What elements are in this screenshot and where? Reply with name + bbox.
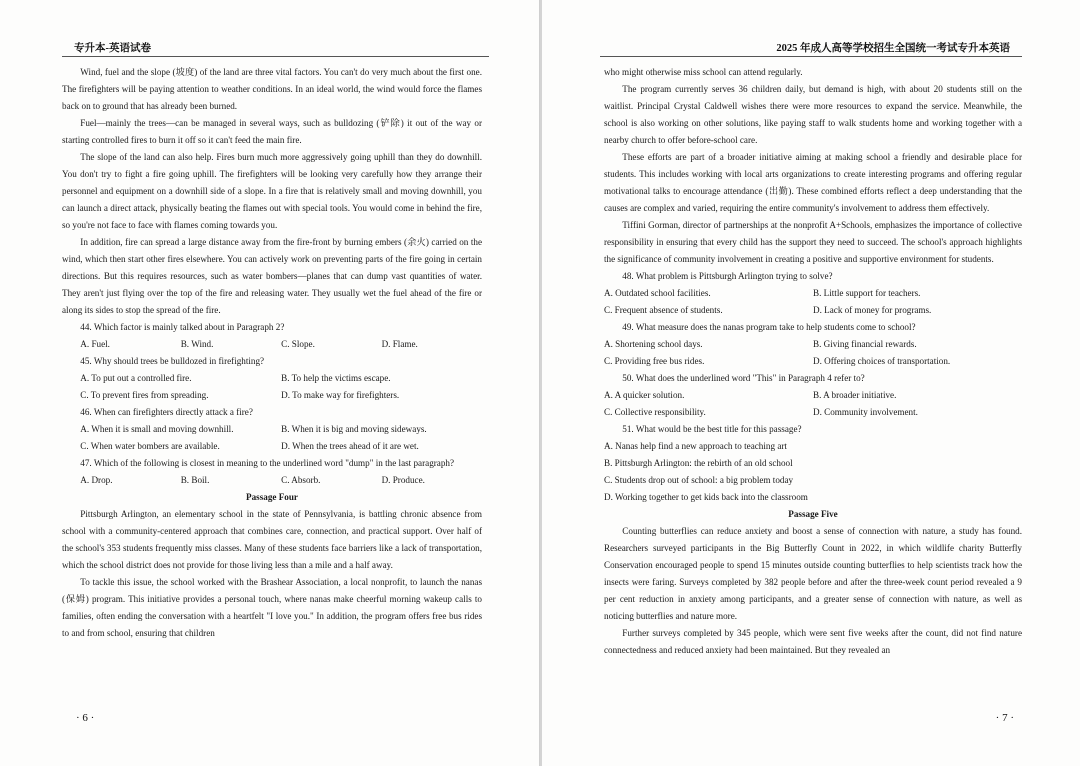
- option: A. Drop.: [80, 475, 113, 485]
- option: A. When it is small and moving downhill.: [80, 424, 234, 434]
- option: A. To put out a controlled fire.: [80, 373, 192, 383]
- option: B. Little support for teachers.: [813, 288, 921, 298]
- page-header: 2025 年成人高等学校招生全国统一考试专升本英语: [776, 43, 1010, 54]
- question-48-options: [604, 285, 1022, 319]
- passage-paragraph: In addition, fire can spread a large distance away from the fire-front by burning embers (余火) carried on the wind, which then start other fires elsewhere. You can actively work on preventing parts of the fire going in certain directions. But this requires resources, such as water bombers—planes that can dump vast quantities of water. They aren't just flying over the top of the fire and releasing water. They usually wet the fuel ahead of the fire or along its sides to stop the spread of the fire.: [62, 237, 482, 315]
- passage-paragraph: Tiffini Gorman, director of partnerships at the nonprofit A+Schools, emphasizes the importance of collective responsibility in ensuring that every child has the support they need to succeed. The school's approach highlights the significance of community involvement in creating a positive and supportive environment for students.: [604, 220, 1022, 264]
- option: C. Slope.: [281, 339, 315, 349]
- passage-title: Passage Four: [246, 492, 298, 502]
- option: B. Boil.: [180, 475, 210, 485]
- option: C. Frequent absence of students.: [604, 305, 723, 315]
- option: C. When water bombers are available.: [80, 441, 220, 451]
- option: C. To prevent fires from spreading.: [80, 390, 209, 400]
- question-45-options: [62, 370, 482, 404]
- question-47-stem: 47. Which of the following is closest in meaning to the underlined word "dump" in the last paragraph?: [80, 458, 455, 468]
- page-number: · 7 ·: [995, 712, 1014, 724]
- question-50-stem: 50. What does the underlined word "This" in Paragraph 4 refer to?: [622, 373, 865, 383]
- option: B. Giving financial rewards.: [813, 339, 917, 349]
- option: B. To help the victims escape.: [281, 373, 391, 383]
- option: C. Students drop out of school: a big problem today: [604, 475, 794, 485]
- passage-paragraph: To tackle this issue, the school worked with the Brashear Association, a local nonprofit, to launch the nanas (保姆) program. This initiative provides a personal touch, where nanas make cheerful morning wakeup calls to families, often ending the conversation with a heartfelt "I love you." In addition, the program offers free bus rides to and from school, ensuring that children: [62, 577, 482, 638]
- passage-paragraph: These efforts are part of a broader initiative aiming at making school a friendly and desirable place for students. This includes working with local arts organizations to create interesting programs and offering regular motivational talks to encourage attendance (出勤). These combined efforts reflect a deep understanding that the causes are complex and varied, requiring the entire community's involvement to address them effectively.: [604, 152, 1022, 213]
- option: B. A broader initiative.: [813, 390, 897, 400]
- option: C. Absorb.: [281, 475, 321, 485]
- question-51-stem: 51. What would be the best title for this passage?: [622, 424, 802, 434]
- option: B. When it is big and moving sideways.: [281, 424, 427, 434]
- question-48-stem: 48. What problem is Pittsburgh Arlington trying to solve?: [622, 271, 833, 281]
- option: D. Community involvement.: [813, 407, 918, 417]
- option: A. Fuel.: [80, 339, 110, 349]
- question-46-stem: 46. When can firefighters directly attack a fire?: [80, 407, 253, 417]
- passage-paragraph: Fuel—mainly the trees—can be managed in several ways, such as bulldozing (铲除) it out of the way or starting controlled fires to burn it off so it can't feed the main fire.: [62, 118, 482, 145]
- question-45-stem: 45. Why should trees be bulldozed in firefighting?: [80, 356, 265, 366]
- question-44-options: [62, 336, 482, 353]
- question-49-stem: 49. What measure does the nanas program take to help students come to school?: [622, 322, 916, 332]
- passage-paragraph: Counting butterflies can reduce anxiety and boost a sense of connection with nature, a study has found. Researchers surveyed participants in the Big Butterfly Count in 2022, in which wildlife charity Butterfly Conservation encouraged people to spend 15 minutes outside counting butterflies to help scientists track how the insects were faring. Surveys completed by 382 people before and after the three-week count period revealed a 9 per cent reduction in anxiety among participants, and a greater sense of connection with nature, as well as noticing butterflies and nature more.: [604, 526, 1022, 621]
- page-header: 专升本-英语试卷: [74, 43, 151, 54]
- passage-title: Passage Five: [788, 509, 838, 519]
- option: D. To make way for firefighters.: [281, 390, 400, 400]
- option: B. Wind.: [180, 339, 214, 349]
- continued-text: who might otherwise miss school can attend regularly.: [604, 67, 803, 77]
- option: A. Nanas help find a new approach to teaching art: [604, 441, 787, 451]
- passage-paragraph: The program currently serves 36 children daily, but demand is high, with about 20 students still on the waitlist. Principal Crystal Caldwell wishes there were more resources to expand the service. Meanwhile, the school is also working on other solutions, like paying staff to walk students home and working together with a nearby church to offer before-school care.: [604, 84, 1022, 145]
- option: B. Pittsburgh Arlington: the rebirth of an old school: [604, 458, 793, 468]
- question-46-options: [62, 421, 482, 455]
- header-rule: [600, 56, 1022, 57]
- left-page-content: [62, 64, 482, 642]
- passage-paragraph: Further surveys completed by 345 people, which were sent five weeks after the count, did not find nature connectedness and reduced anxiety had been maintained. But they revealed an: [604, 628, 1022, 655]
- option: D. Working together to get kids back into the classroom: [604, 492, 808, 502]
- option: D. When the trees ahead of it are wet.: [281, 441, 419, 451]
- right-page-content: [604, 64, 1022, 659]
- right-page: [542, 0, 1080, 766]
- option: A. A quicker solution.: [604, 390, 685, 400]
- page-number: · 6 ·: [76, 712, 95, 724]
- passage-paragraph: Wind, fuel and the slope (坡度) of the land are three vital factors. You can't do very much about the first one. The firefighters will be paying attention to weather conditions. In an ideal world, the wind would force the flames back on to ground that has already been burned.: [62, 67, 482, 111]
- passage-paragraph: The slope of the land can also help. Fires burn much more aggressively going uphill than they do downhill. You don't try to fight a fire going uphill. The firefighters will be looking very carefully how they arrange their personnel and equipment on a downhill side of a slope. In a fire that is relatively small and moving downhill, you can launch a direct attack, physically beating the flames out with special tools. You would come in behind the fire, so you're not face to face with flames coming towards you.: [62, 152, 482, 230]
- option: A. Outdated school facilities.: [604, 288, 711, 298]
- option: D. Lack of money for programs.: [813, 305, 932, 315]
- question-44-stem: 44. Which factor is mainly talked about in Paragraph 2?: [80, 322, 285, 332]
- question-50-options: [604, 387, 1022, 421]
- option: C. Providing free bus rides.: [604, 356, 705, 366]
- option: A. Shortening school days.: [604, 339, 703, 349]
- passage-paragraph: Pittsburgh Arlington, an elementary school in the state of Pennsylvania, is battling chronic absence from school with a community-centered approach that combines care, connection, and practical support. Over half of the school's 353 students frequently miss classes. Many of these students face barriers like a lack of transportation, which the school district does not provide for those living less than a mile and a half away.: [62, 509, 482, 570]
- option: D. Offering choices of transportation.: [813, 356, 951, 366]
- question-49-options: [604, 336, 1022, 370]
- option: D. Flame.: [381, 339, 418, 349]
- option: C. Collective responsibility.: [604, 407, 706, 417]
- option: D. Produce.: [381, 475, 425, 485]
- header-rule: [62, 56, 489, 57]
- question-47-options: [62, 472, 482, 489]
